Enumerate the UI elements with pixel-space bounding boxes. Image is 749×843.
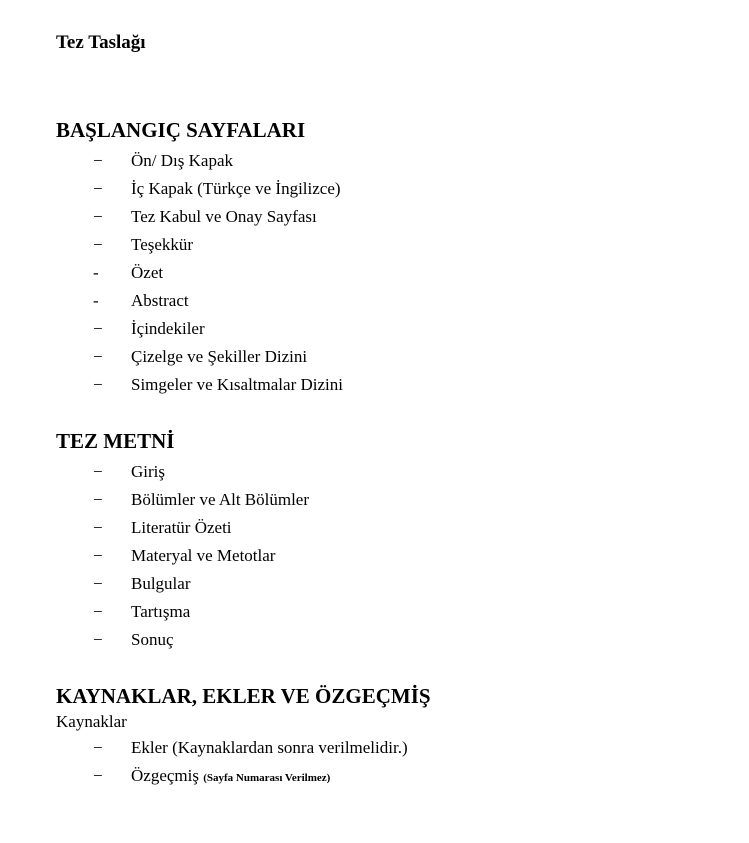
item-list — [56, 734, 729, 790]
section-tez-metni — [56, 428, 729, 654]
list-item-text: Materyal ve Metotlar — [131, 546, 276, 565]
list-item — [56, 570, 729, 598]
list-item-text-with-note — [131, 762, 330, 792]
dash-bullet: − — [93, 490, 103, 509]
dash-bullet: − — [93, 630, 103, 649]
dash-bullet: − — [93, 347, 103, 366]
list-item-text: Özgeçmiş — [131, 766, 199, 785]
list-item — [56, 343, 729, 371]
list-item — [56, 762, 729, 790]
list-item-text: İç Kapak (Türkçe ve İngilizce) — [131, 179, 341, 198]
dash-bullet: − — [93, 518, 103, 537]
list-item-text: Sonuç — [131, 630, 174, 649]
item-list — [56, 147, 729, 399]
kaynaklar-line: Kaynaklar — [56, 712, 127, 731]
section-heading: BAŞLANGIÇ SAYFALARI — [56, 118, 306, 142]
list-item-text: Bulgular — [131, 574, 191, 593]
list-item-text: Teşekkür — [131, 235, 194, 254]
list-item — [56, 175, 729, 203]
section-heading: TEZ METNİ — [56, 429, 175, 453]
list-item — [56, 458, 729, 486]
list-item — [56, 598, 729, 626]
document-title: Tez Taslağı — [56, 32, 146, 53]
dash-bullet: - — [93, 263, 99, 282]
list-item — [56, 542, 729, 570]
list-item — [56, 734, 729, 762]
list-item — [56, 315, 729, 343]
dash-bullet: − — [93, 151, 103, 170]
dash-bullet: - — [93, 291, 99, 310]
section-baslangic-sayfalari — [56, 117, 729, 399]
dash-bullet: − — [93, 462, 103, 481]
list-item — [56, 231, 729, 259]
dash-bullet: − — [93, 319, 103, 338]
list-item-text: Simgeler ve Kısaltmalar Dizini — [131, 375, 343, 394]
list-item — [56, 514, 729, 542]
list-item-text: Ön/ Dış Kapak — [131, 151, 233, 170]
list-item-text: Özet — [131, 263, 164, 282]
dash-bullet: − — [93, 179, 103, 198]
list-item — [56, 203, 729, 231]
dash-bullet: − — [93, 738, 103, 757]
dash-bullet: − — [93, 207, 103, 226]
list-item — [56, 371, 729, 399]
list-item-text: İçindekiler — [131, 319, 205, 338]
list-item — [56, 147, 729, 175]
item-list — [56, 458, 729, 654]
dash-bullet: − — [93, 235, 103, 254]
list-item-text: Çizelge ve Şekiller Dizini — [131, 347, 308, 366]
list-item — [56, 626, 729, 654]
section-kaynaklar-ekler-ozgecmis — [56, 683, 729, 790]
list-item-text: Abstract — [131, 291, 189, 310]
list-item-text: Tez Kabul ve Onay Sayfası — [131, 207, 317, 226]
list-item — [56, 287, 729, 315]
dash-bullet: − — [93, 766, 103, 785]
list-item — [56, 486, 729, 514]
dash-bullet: − — [93, 574, 103, 593]
list-item-text: Literatür Özeti — [131, 518, 232, 537]
section-heading: KAYNAKLAR, EKLER VE ÖZGEÇMİŞ — [56, 684, 431, 708]
dash-bullet: − — [93, 602, 103, 621]
list-item — [56, 259, 729, 287]
dash-bullet: − — [93, 375, 103, 394]
dash-bullet: − — [93, 546, 103, 565]
list-item-text: Tartışma — [131, 602, 191, 621]
page-number-note: (Sayfa Numarası Verilmez) — [203, 772, 331, 784]
list-item-text: Giriş — [131, 462, 165, 481]
list-item-text: Bölümler ve Alt Bölümler — [131, 490, 310, 509]
list-item-text: Ekler (Kaynaklardan sonra verilmelidir.) — [131, 738, 408, 757]
